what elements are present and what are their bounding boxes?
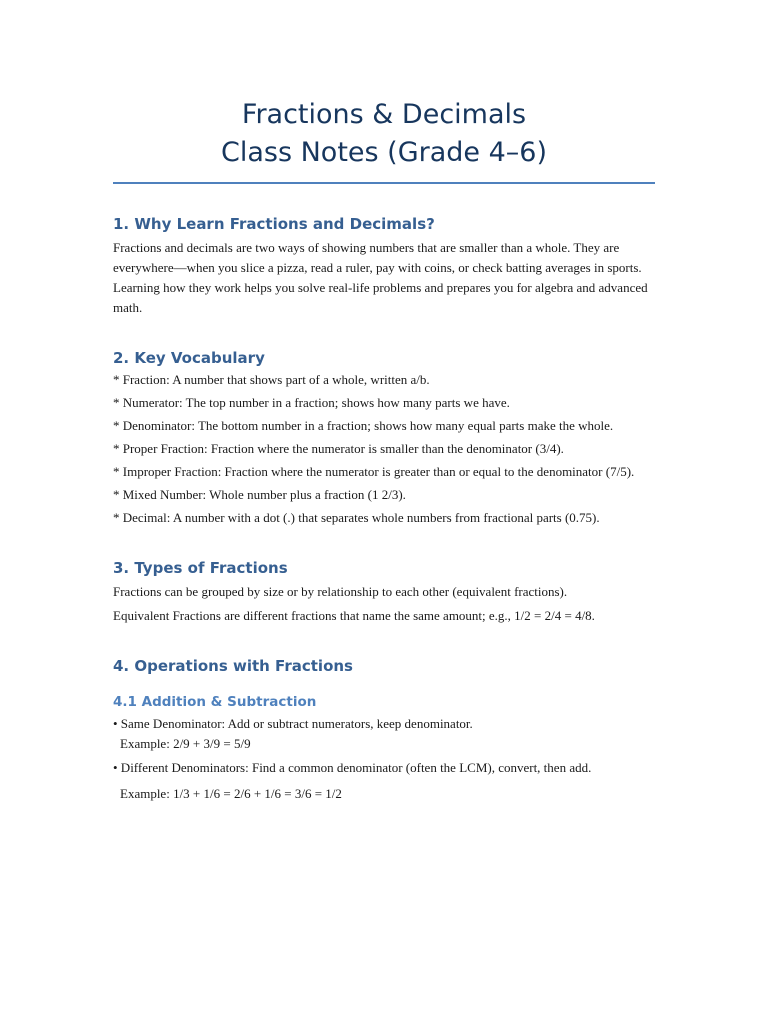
example-different-denominators: Example: 1/3 + 1/6 = 2/6 + 1/6 = 3/6 = 1/2: [120, 786, 342, 801]
vocab-item-proper-fraction: * Proper Fraction: Fraction where the numerator is smaller than the denominator (3/4).: [113, 441, 564, 456]
title-line-1: Fractions & Decimals: [241, 99, 527, 130]
section-3-paragraph-1: Fractions can be grouped by size or by relationship to each other (equivalent fractions).: [113, 584, 568, 599]
vocabulary-list: [113, 370, 655, 528]
title-divider: [113, 182, 655, 184]
section-4-heading: 4. Operations with Fractions: [113, 657, 353, 675]
bullet-different-denominators: • Different Denominators: Find a common denominator (often the LCM), convert, then add.: [113, 760, 592, 775]
subsection-4-1-heading: 4.1 Addition & Subtraction: [113, 694, 317, 710]
vocab-item-fraction: * Fraction: A number that shows part of a whole, written a/b.: [113, 372, 430, 387]
vocab-item-improper-fraction: * Improper Fraction: Fraction where the numerator is greater than or equal to the denominator (7/5).: [113, 464, 635, 479]
vocab-item-decimal: * Decimal: A number with a dot (.) that separates whole numbers from fractional parts (0.75).: [113, 510, 600, 525]
section-3-paragraph-2: Equivalent Fractions are different fractions that name the same amount; e.g., 1/2 = 2/4 = 4/8.: [113, 608, 595, 623]
document-title: [113, 96, 655, 172]
bullet-same-denominator: • Same Denominator: Add or subtract numerators, keep denominator.: [113, 716, 473, 731]
section-1-heading: 1. Why Learn Fractions and Decimals?: [113, 215, 435, 233]
section-3-heading: 3. Types of Fractions: [113, 559, 288, 577]
example-same-denominator: Example: 2/9 + 3/9 = 5/9: [120, 736, 251, 751]
title-line-2: Class Notes (Grade 4–6): [220, 137, 547, 168]
section-2-heading: 2. Key Vocabulary: [113, 349, 265, 367]
vocab-item-numerator: * Numerator: The top number in a fraction; shows how many parts we have.: [113, 395, 510, 410]
vocab-item-mixed-number: * Mixed Number: Whole number plus a fraction (1 2/3).: [113, 487, 406, 502]
vocab-item-denominator: * Denominator: The bottom number in a fraction; shows how many equal parts make the whole.: [113, 418, 614, 433]
section-1-paragraph: Fractions and decimals are two ways of showing numbers that are smaller than a whole. They are everywhere—when you slice a pizza, read a ruler, pay with coins, or check batting averages in sports. Learning how they work helps you solve real-life problems and prepares you for algebra and advanced math.: [113, 240, 648, 315]
document-page: [113, 0, 655, 804]
